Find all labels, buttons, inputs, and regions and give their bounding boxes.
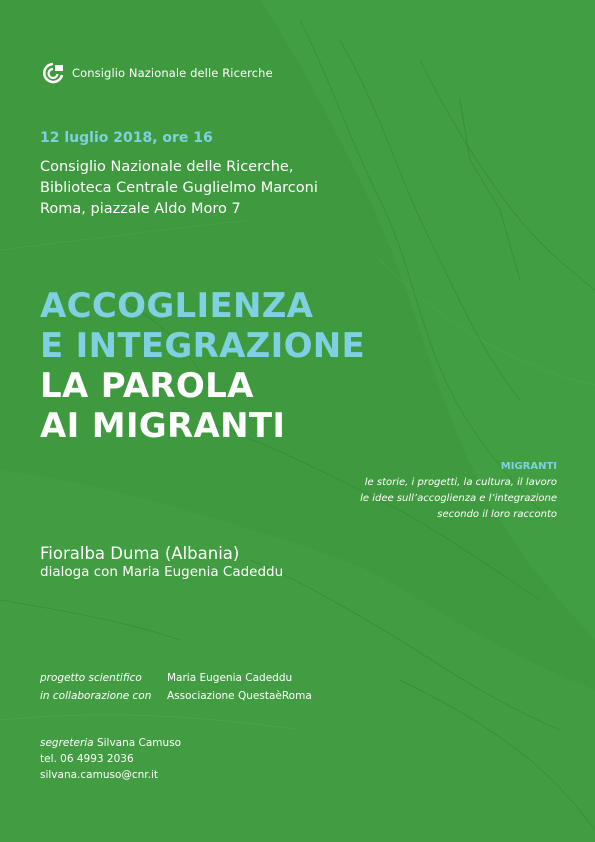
title-line: E INTEGRAZIONE xyxy=(40,326,366,366)
contact-name: Silvana Camuso xyxy=(96,737,182,749)
credit-value: Maria Eugenia Cadeddu xyxy=(167,672,293,684)
venue-line: Roma, piazzale Aldo Moro 7 xyxy=(40,201,241,217)
credit-label: in collaborazione con xyxy=(40,690,152,702)
contact-line xyxy=(40,735,181,751)
event-date: 12 luglio 2018, ore 16 xyxy=(40,130,213,146)
dialog-name: Maria Eugenia Cadeddu xyxy=(122,564,284,580)
migranti-line: le storie, i progetti, la cultura, il lavoro xyxy=(364,477,557,488)
credit-value: Associazione QuestaèRoma xyxy=(167,690,312,702)
guest-dialog xyxy=(40,564,283,580)
venue-line: Biblioteca Centrale Guglielmo Marconi xyxy=(40,180,318,196)
dialog-prefix: dialoga con xyxy=(40,564,118,580)
credit-label: progetto scientifico xyxy=(40,672,142,684)
guest-block xyxy=(40,544,283,580)
title-line: LA PAROLA xyxy=(40,366,254,406)
credit-row xyxy=(40,669,312,687)
guest-name: Fioralba Duma (Albania) xyxy=(40,544,240,563)
migranti-heading: MIGRANTI xyxy=(500,461,557,472)
migranti-line: secondo il loro racconto xyxy=(437,509,557,520)
contact-email[interactable]: silvana.camuso@cnr.it xyxy=(40,769,159,781)
credits xyxy=(40,669,312,705)
migranti-line: le idee sull’accoglienza e l’integrazione xyxy=(360,493,557,504)
migranti-description xyxy=(360,459,557,523)
contact-label: segreteria xyxy=(40,737,94,749)
contact-block xyxy=(40,735,181,783)
title-line: AI MIGRANTI xyxy=(40,406,286,446)
cnr-logo-icon xyxy=(40,62,66,84)
venue-line: Consiglio Nazionale delle Ricerche, xyxy=(40,159,294,175)
org-name: Consiglio Nazionale delle Ricerche xyxy=(72,66,273,80)
title-line: ACCOGLIENZA xyxy=(40,286,314,326)
event-venue xyxy=(40,157,318,220)
credit-row xyxy=(40,687,312,705)
poster-title xyxy=(40,286,365,446)
contact-phone: tel. 06 4993 2036 xyxy=(40,753,134,765)
logo xyxy=(40,62,273,84)
